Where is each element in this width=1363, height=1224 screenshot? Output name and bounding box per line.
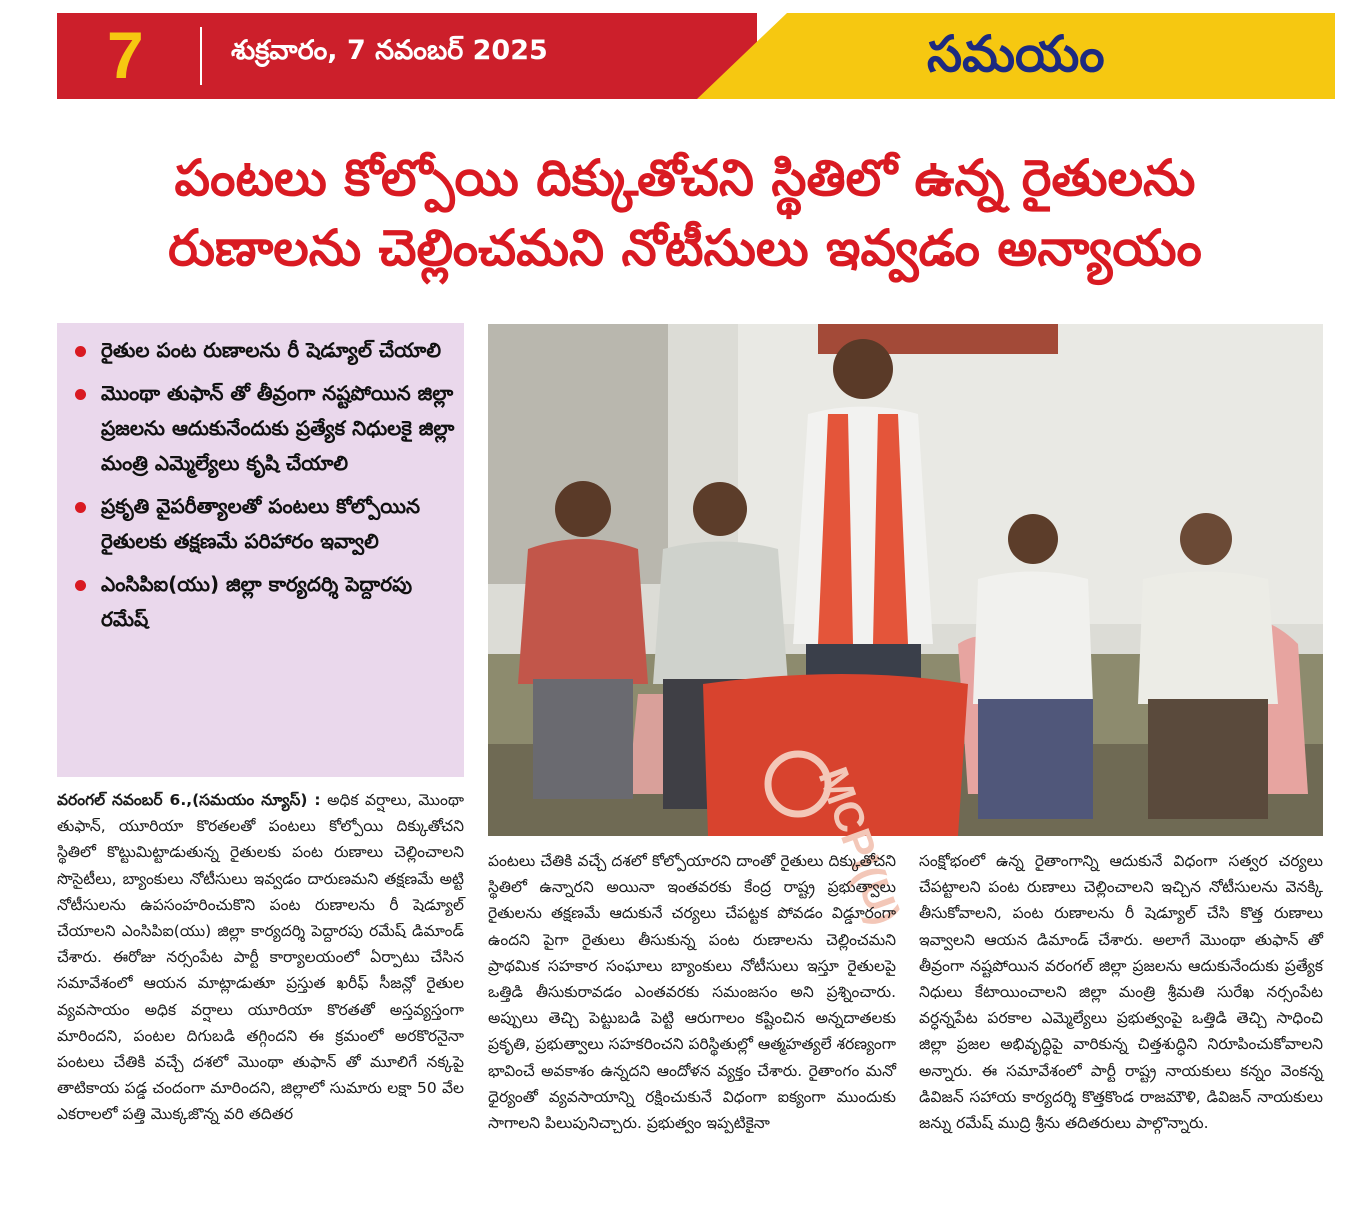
article-column-2 (488, 848, 896, 1136)
masthead-divider (200, 27, 202, 85)
bullet-icon (75, 346, 86, 357)
banner-text: MCPI(U) (809, 761, 910, 931)
masthead (57, 13, 1335, 99)
headline-line-2: రుణాలను చెల్లించమని నోటీసులు ఇవ్వడం అన్యాయం (168, 219, 1202, 277)
highlights-box (57, 323, 464, 777)
bullet-icon (75, 580, 86, 591)
highlight-item (57, 567, 464, 637)
article-text: అధిక వర్షాలు, మొంథా తుఫాన్, యూరియా కొరతలతో పంటలు కోల్పోయి దిక్కుతోచని స్థితిలో కొట్టుమిట్టాడుతున్న రైతులకు పంట రుణాలు చెల్లించాలని సొసైటీలు, బ్యాంకులు నోటీసులు ఇవ్వడం దారుణమని తక్షణమే అట్టి నోటీసులను ఉపసంహరించుకొని పంట రుణాలను రీ షెడ్యూల్ చేయాలని ఎంసిపిఐ(యు) జిల్లా కార్యదర్శి పెద్దారపు రమేష్ డిమాండ్ చేశారు. ఈరోజు నర్సంపేట పార్టీ కార్యాలయంలో ఏర్పాటు చేసిన సమావేశంలో ఆయన మాట్లాడుతూ ప్రస్తుత ఖరీఫ్ సీజన్లో రైతుల వ్యవసాయం అధిక వర్షాలు యూరియా కొరతతో అస్తవ్యస్తంగా మారిందని, పంటల దిగుబడి తగ్గిందని ఈ క్రమంలో అరకొరనైనా పంటలు చేతికి వచ్చే దశలో మొంథా తుఫాన్ తో మూలిగే నక్కపై తాటికాయ పడ్డ చందంగా మారిందని, జిల్లాలో సుమారు లక్షా 50 వేల ఎకరాలలో పత్తి మొక్కజొన్న వరి తదితర (57, 791, 464, 1124)
highlight-item (57, 376, 464, 481)
article-column-3 (919, 848, 1323, 1136)
meeting-photo-illustration (488, 324, 1323, 931)
article-dateline: వరంగల్ నవంబర్ 6.,(సమయం న్యూస్) : (57, 791, 321, 809)
news-photo (488, 324, 1323, 931)
highlight-item (57, 489, 464, 559)
highlight-text: ఎంసిపిఐ(యు) జిల్లా కార్యదర్శి పెద్దారపు రమేష్ (101, 572, 413, 631)
issue-date: శుక్రవారం, 7 నవంబర్ 2025 (231, 35, 548, 66)
article-text: సంక్షోభంలో ఉన్న రైతాంగాన్ని ఆదుకునే విధంగా సత్వర చర్యలు చేపట్టాలని పంట రుణాలు చెల్లించాలని ఇచ్చిన నోటీసులను వెనక్కి తీసుకోవాలని, పంట రుణాలను రీ షెడ్యూల్ చేసి కొత్త రుణాలు ఇవ్వాలని ఆయన డిమాండ్ చేశారు. అలాగే మొంథా తుఫాన్ తో తీవ్రంగా నష్టపోయిన వరంగల్ జిల్లా ప్రజలను ఆదుకునేందుకు ప్రత్యేక నిధులు కేటాయించాలని జిల్లా మంత్రి శ్రీమతి సురేఖ నర్సంపేట వర్ధన్నపేట పరకాల ఎమ్మెల్యేలు ప్రభుత్వంపై ఒత్తిడి తెచ్చి సాధించి జిల్లా ప్రజల అభివృద్ధిపై వారికున్న చిత్తశుద్ధిని నిరూపించుకోవాలని అన్నారు. ఈ సమావేశంలో పార్టీ రాష్ట్ర నాయకులు కన్నం వెంకన్న డివిజన్ సహాయ కార్యదర్శి కొత్తకొండ రాజమౌళి, డివిజన్ నాయకులు జన్ను రమేష్ ముద్రి శ్రీను తదితరులు పాల్గొన్నారు. (919, 852, 1323, 1133)
highlight-text: రైతుల పంట రుణాలను రీ షెడ్యూల్ చేయాలి (101, 338, 441, 362)
page-number: 7 (107, 18, 144, 92)
highlight-text: ప్రకృతి వైపరీత్యాలతో పంటలు కోల్పోయిన రైతులకు తక్షణమే పరిహారం ఇవ్వాలి (101, 494, 420, 553)
highlight-item (57, 333, 464, 368)
article-text: పంటలు చేతికి వచ్చే దశలో కోల్పోయారని దాంతో రైతులు దిక్కుతోచని స్థితిలో ఉన్నారని అయినా ఇంతవరకు కేంద్ర రాష్ట్ర ప్రభుత్వాలు రైతులను తక్షణమే ఆదుకునే చర్యలు చేపట్టక పోవడం విడ్డూరంగా ఉందని పైగా రైతులు తీసుకున్న పంట రుణాలను చెల్లించమని ప్రాథమిక సహకార సంఘాలు బ్యాంకులు నోటీసులు ఇస్తూ రైతులపై ఒత్తిడి తీసుకురావడం ఎంతవరకు సమంజసం అని ప్రశ్నించారు. అప్పులు తెచ్చి పెట్టుబడి పెట్టి ఆరుగాలం కష్టించిన అన్నదాతలకు ప్రకృతి, ప్రభుత్వాలు సహకరించని పరిస్థితుల్లో ఆత్మహత్యలే శరణ్యంగా భావించే అవకాశం ఉన్నదని ఆందోళన వ్యక్తం చేశారు. రైతాంగం మనో ధైర్యంతో వ్యవసాయాన్ని రక్షించుకునే విధంగా ఐక్యంగా ముందుకు సాగాలని పిలుపునిచ్చారు. ప్రభుత్వం ఇప్పటికైనా (488, 852, 896, 1133)
headline-line-1: పంటలు కోల్పోయి దిక్కుతోచని స్థితిలో ఉన్న రైతులను (174, 149, 1196, 207)
highlight-text: మొంథా తుఫాన్ తో తీవ్రంగా నష్టపోయిన జిల్లా ప్రజలను ఆదుకునేందుకు ప్రత్యేక నిధులకై జిల్లా మంత్రి ఎమ్మెల్యేలు కృషి చేయాలి (101, 381, 455, 475)
newspaper-brand: సమయం (927, 25, 1105, 83)
bullet-icon (75, 502, 86, 513)
article-column-1 (57, 787, 464, 1128)
bullet-icon (75, 389, 86, 400)
